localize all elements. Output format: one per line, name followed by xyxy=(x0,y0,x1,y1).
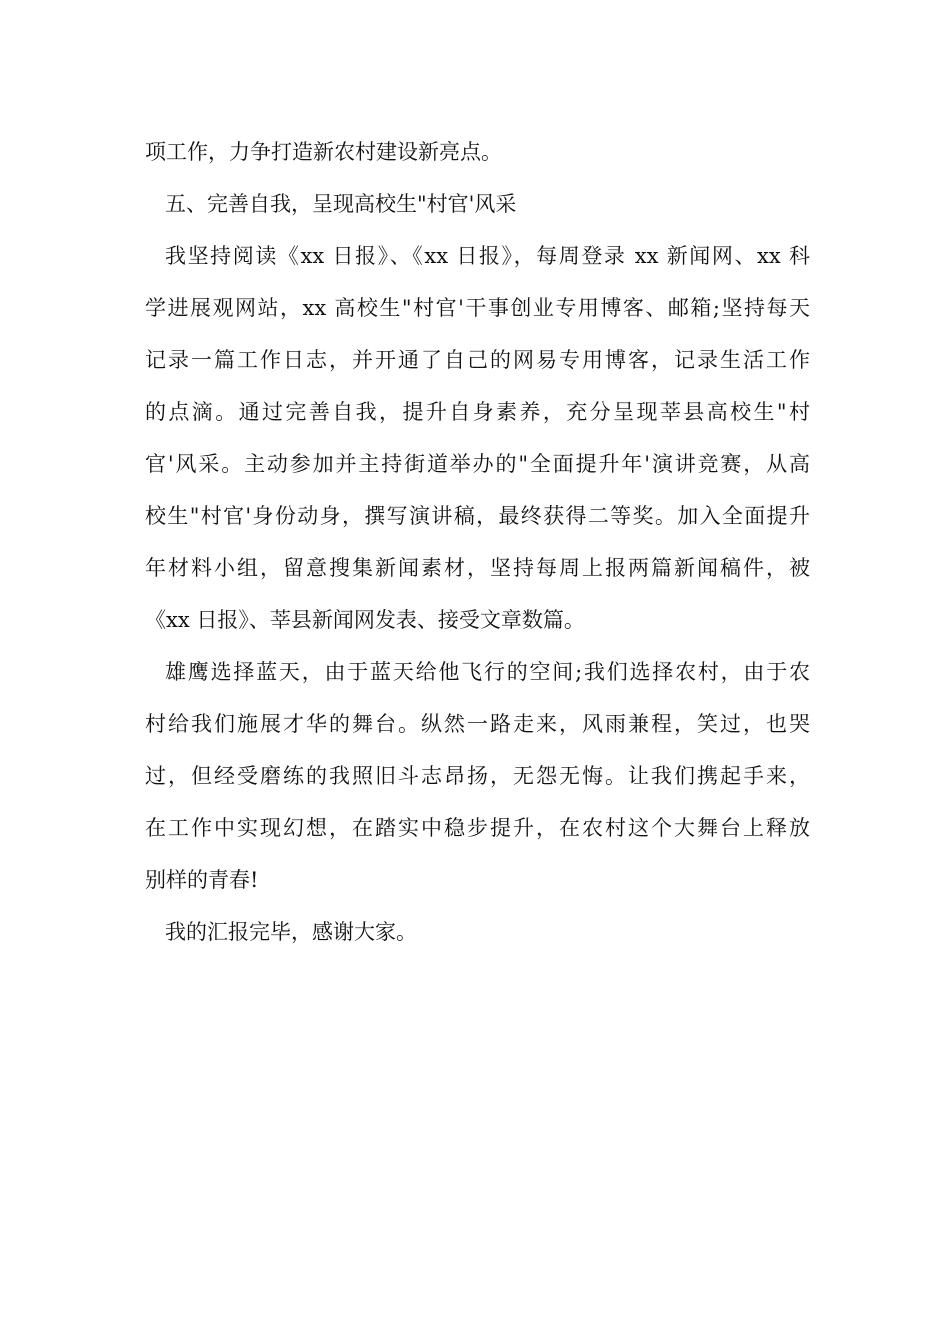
paragraph-line: 《xx 日报》、莘县新闻网发表、接受文章数篇。 xyxy=(145,608,585,632)
paragraph-line: 过，但经受磨练的我照旧斗志昂扬，无怨无悔。让我们携起手来， xyxy=(145,764,810,788)
paragraph-line: 我坚持阅读《xx 日报》、《xx 日报》，每周登录 xx 新闻网、xx 科 xyxy=(165,244,810,268)
paragraph-line: 项工作，力争打造新农村建设新亮点。 xyxy=(145,140,502,164)
paragraph-line: 别样的青春! xyxy=(145,868,259,892)
paragraph-line: 在工作中实现幻想，在踏实中稳步提升，在农村这个大舞台上释放 xyxy=(145,816,810,840)
paragraph-line: 官'风采。主动参加并主持街道举办的"全面提升年'演讲竞赛，从高 xyxy=(145,452,810,476)
document-body xyxy=(145,126,810,958)
paragraph-line: 学进展观网站，xx 高校生"村官'干事创业专用博客、邮箱;坚持每天 xyxy=(145,296,810,320)
closing-line: 我的汇报完毕，感谢大家。 xyxy=(165,920,417,944)
paragraph-line: 校生"村官'身份动身，撰写演讲稿，最终获得二等奖。加入全面提升 xyxy=(145,504,810,528)
paragraph-line: 记录一篇工作日志，并开通了自己的网易专用博客，记录生活工作 xyxy=(145,348,810,372)
paragraph-line: 雄鹰选择蓝天，由于蓝天给他飞行的空间;我们选择农村，由于农 xyxy=(165,660,810,684)
section-heading: 五、完善自我，呈现高校生"村官'风采 xyxy=(165,192,517,216)
paragraph-line: 的点滴。通过完善自我，提升自身素养，充分呈现莘县高校生"村 xyxy=(145,400,810,424)
paragraph-line: 年材料小组，留意搜集新闻素材，坚持每周上报两篇新闻稿件，被 xyxy=(145,556,810,580)
paragraph-line: 村给我们施展才华的舞台。纵然一路走来，风雨兼程，笑过，也哭 xyxy=(145,712,810,736)
